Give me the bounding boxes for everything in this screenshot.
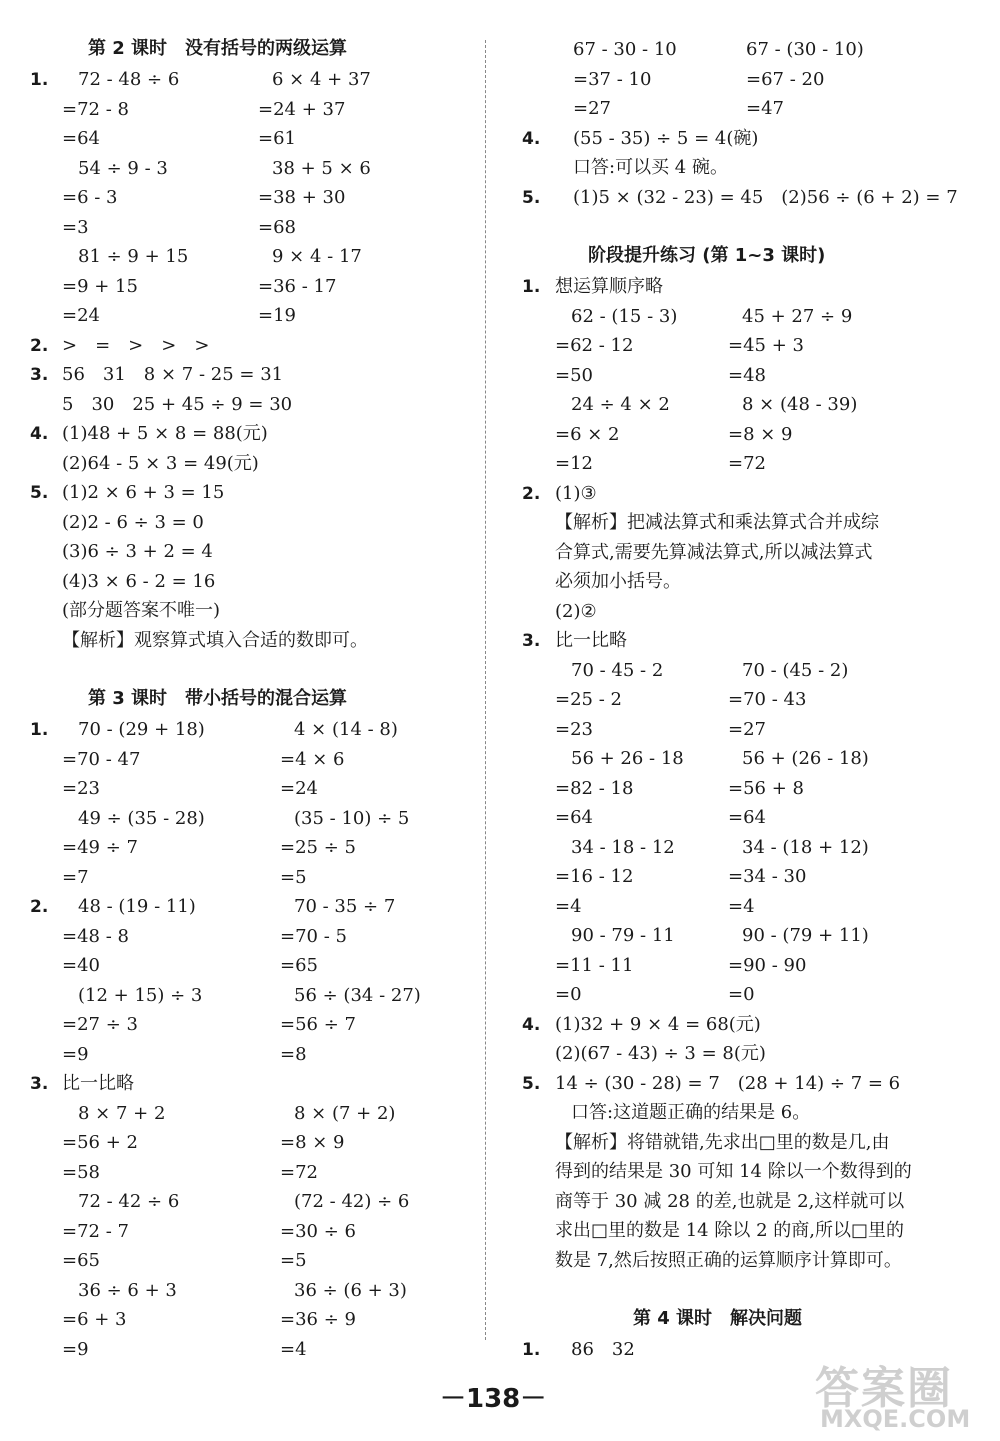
answer-step: =30 ÷ 6 — [280, 1220, 356, 1242]
answer-step: =48 — [728, 364, 766, 386]
answer-step: 比一比略 — [555, 630, 627, 651]
answer-step: 【解析】把减法算式和乘法算式合并成综 — [555, 512, 879, 533]
answer-step: =9 + 15 — [62, 275, 138, 297]
question-number: 3. — [30, 365, 49, 385]
answer-step: =58 — [62, 1161, 100, 1183]
expression: (35 - 10) ÷ 5 — [294, 807, 410, 829]
answer-step: =82 - 18 — [555, 777, 634, 799]
question-number: 4. — [522, 128, 541, 149]
expression: 90 - 79 - 11 — [571, 925, 675, 946]
answer-step: 想运算顺序略 — [555, 276, 663, 297]
answer-step: =6 × 2 — [555, 423, 620, 445]
answer-step: =67 - 20 — [746, 68, 825, 90]
question-number: 1. — [522, 277, 541, 297]
answer-step: =47 — [746, 98, 784, 119]
answer-step: =8 × 9 — [728, 423, 793, 445]
expression: 8 × 7 + 2 — [78, 1102, 166, 1124]
expression: 72 - 48 ÷ 6 — [78, 69, 180, 90]
answer-step: =45 + 3 — [728, 335, 804, 356]
expression: 70 - 35 ÷ 7 — [294, 896, 396, 917]
answer-step: =4 — [280, 1338, 307, 1360]
answer-step: =65 — [62, 1250, 100, 1271]
answer-step: =23 — [555, 718, 593, 740]
answer-step: =40 — [62, 955, 100, 976]
expression: 38 + 5 × 6 — [272, 157, 371, 179]
answer-step: =4 — [728, 895, 755, 917]
answer-step: =56 + 8 — [728, 777, 804, 799]
answer-step: =0 — [728, 984, 755, 1005]
watermark-logo: 答案圈 — [815, 1363, 953, 1414]
expression: 4 × (14 - 8) — [294, 719, 398, 740]
expression: 口答:可以买 4 碗。 — [573, 157, 728, 178]
answer-step: 5 30 25 + 45 ÷ 9 = 30 — [62, 393, 293, 415]
answer-step: =36 - 17 — [258, 275, 337, 297]
answer-step: =5 — [280, 866, 307, 888]
expression: 8 × (48 - 39) — [742, 394, 858, 415]
expression: 90 - (79 + 11) — [742, 925, 869, 946]
answer-step: (2)2 - 6 ÷ 3 = 0 — [62, 511, 204, 533]
answer-step: 得到的结果是 30 可知 14 除以一个数得到的 — [555, 1161, 912, 1182]
answer-step: =8 × 9 — [280, 1132, 345, 1153]
expression: 72 - 42 ÷ 6 — [78, 1191, 180, 1212]
answer-step: (1)32 + 9 × 4 = 68(元) — [555, 1013, 761, 1035]
answer-step: 【解析】观察算式填入合适的数即可。 — [62, 629, 368, 651]
answer-step: =50 — [555, 364, 593, 386]
answer-step: =70 - 47 — [62, 748, 141, 770]
answer-step: =6 + 3 — [62, 1309, 127, 1330]
expression: 口答:这道题正确的结果是 6。 — [571, 1102, 811, 1123]
answer-step: (3)6 ÷ 3 + 2 = 4 — [62, 541, 213, 562]
expression: 56 ÷ (34 - 27) — [294, 984, 421, 1006]
section-title: 第 2 课时 没有括号的两级运算 — [88, 38, 348, 59]
answer-step: =56 + 2 — [62, 1132, 138, 1153]
answer-step: =49 ÷ 7 — [62, 837, 138, 858]
answer-step: =16 - 12 — [555, 866, 634, 887]
expression: 54 ÷ 9 - 3 — [78, 157, 168, 179]
question-number: 5. — [522, 1073, 541, 1094]
answer-step: 56 31 8 × 7 - 25 = 31 — [62, 364, 284, 385]
expression: (12 + 15) ÷ 3 — [78, 984, 203, 1006]
question-number: 5. — [30, 483, 49, 503]
answer-step: =48 - 8 — [62, 925, 129, 947]
column-divider — [485, 40, 486, 1340]
answer-step: (1)5 × (32 - 23) = 45 (2)56 ÷ (6 + 2) = 7 — [573, 186, 958, 208]
answer-step: =61 — [258, 128, 296, 149]
answer-step: =27 — [728, 718, 766, 740]
question-number: 3. — [522, 631, 541, 651]
answer-step: 数是 7,然后按照正确的运算顺序计算即可。 — [555, 1249, 902, 1271]
answer-step: =27 ÷ 3 — [62, 1014, 138, 1035]
expression: 34 - 18 - 12 — [571, 836, 675, 858]
answer-step: > = > > > — [62, 334, 210, 356]
answer-step: =5 — [280, 1250, 307, 1271]
answer-step: 合算式,需要先算减法算式,所以减法算式 — [555, 541, 873, 563]
answer-step: =24 + 37 — [258, 98, 346, 120]
expression: 9 × 4 - 17 — [272, 246, 362, 267]
section-title: 第 4 课时 解决问题 — [633, 1308, 803, 1329]
answer-step: =72 — [728, 453, 766, 474]
answer-step: =70 - 43 — [728, 689, 807, 710]
question-number: 4. — [30, 424, 49, 444]
answer-step: =90 - 90 — [728, 954, 807, 976]
answer-step: (1)③ — [555, 482, 597, 504]
answer-step: =19 — [258, 305, 296, 326]
answer-step: =72 - 7 — [62, 1220, 129, 1242]
answer-step: =7 — [62, 866, 89, 888]
answer-step: (部分题答案不唯一) — [62, 600, 221, 621]
answer-step: =34 - 30 — [728, 866, 807, 887]
answer-step: =25 ÷ 5 — [280, 837, 356, 858]
answer-step: =64 — [555, 807, 593, 828]
page-number: －138－ — [440, 1384, 547, 1414]
expression: 67 - 30 - 10 — [573, 39, 677, 60]
answer-step: (2)② — [555, 600, 597, 622]
expression: (72 - 42) ÷ 6 — [294, 1191, 410, 1212]
answer-step: =8 — [280, 1043, 307, 1065]
answer-step: =38 + 30 — [258, 187, 346, 208]
answer-step: =6 - 3 — [62, 187, 118, 208]
watermark-url: MXQE.COM — [820, 1405, 971, 1433]
question-number: 2. — [522, 483, 541, 504]
answer-step: =25 - 2 — [555, 689, 622, 710]
expression: 8 × (7 + 2) — [294, 1102, 396, 1124]
expression: 6 × 4 + 37 — [272, 69, 371, 90]
answer-step: =3 — [62, 216, 89, 238]
expression: 70 - (45 - 2) — [742, 659, 849, 681]
expression: 81 ÷ 9 + 15 — [78, 246, 189, 267]
answer-step: (2)64 - 5 × 3 = 49(元) — [62, 452, 259, 474]
expression: 36 ÷ 6 + 3 — [78, 1279, 177, 1301]
answer-step: =4 × 6 — [280, 748, 345, 770]
answer-step: 求出□里的数是 14 除以 2 的商,所以□里的 — [555, 1220, 904, 1241]
expression: 45 + 27 ÷ 9 — [742, 305, 853, 327]
answer-step: 14 ÷ (30 - 28) = 7 (28 + 14) ÷ 7 = 6 — [555, 1072, 901, 1094]
answer-step: =9 — [62, 1338, 89, 1360]
answer-step: =70 - 5 — [280, 925, 347, 947]
answer-step: =37 - 10 — [573, 68, 652, 90]
expression: 36 ÷ (6 + 3) — [294, 1279, 407, 1301]
question-number: 3. — [30, 1074, 49, 1094]
expression: 70 - 45 - 2 — [571, 659, 664, 681]
expression: 56 + (26 - 18) — [742, 748, 869, 769]
expression: 34 - (18 + 12) — [742, 836, 869, 858]
answer-step: (1)48 + 5 × 8 = 88(元) — [62, 423, 268, 444]
answer-step: =24 — [280, 778, 318, 799]
answer-step: =64 — [62, 128, 100, 149]
answer-step: 【解析】将错就错,先求出□里的数是几,由 — [555, 1131, 890, 1153]
answer-step: 商等于 30 减 28 的差,也就是 2,这样就可以 — [555, 1190, 905, 1212]
expression: 49 ÷ (35 - 28) — [78, 807, 205, 829]
answer-step: =72 - 8 — [62, 98, 129, 120]
question-number: 1. — [522, 1340, 541, 1360]
answer-step: =36 ÷ 9 — [280, 1309, 356, 1330]
answer-step: =64 — [728, 807, 766, 828]
answer-step: =24 — [62, 305, 100, 326]
question-number: 5. — [522, 187, 541, 208]
question-number: 1. — [30, 70, 49, 90]
answer-step: =65 — [280, 955, 318, 976]
answer-step: =11 - 11 — [555, 954, 634, 976]
answer-step: (55 - 35) ÷ 5 = 4(碗) — [573, 127, 759, 149]
answer-step: =56 ÷ 7 — [280, 1014, 356, 1035]
section-title: 阶段提升练习 (第 1~3 课时) — [588, 245, 826, 266]
section-title: 第 3 课时 带小括号的混合运算 — [88, 688, 348, 709]
answer-step: =62 - 12 — [555, 335, 634, 356]
expression: 24 ÷ 4 × 2 — [571, 394, 670, 415]
answer-step: =0 — [555, 984, 582, 1005]
answer-step: =12 — [555, 453, 593, 474]
expression: 70 - (29 + 18) — [78, 719, 205, 740]
answer-step: =72 — [280, 1161, 318, 1183]
expression: 86 32 — [571, 1339, 635, 1360]
answer-step: 比一比略 — [62, 1073, 134, 1094]
question-number: 4. — [522, 1014, 541, 1035]
expression: 67 - (30 - 10) — [746, 39, 864, 60]
answer-step: (1)2 × 6 + 3 = 15 — [62, 482, 225, 503]
expression: 48 - (19 - 11) — [78, 896, 196, 917]
expression: 62 - (15 - 3) — [571, 305, 678, 327]
question-number: 2. — [30, 335, 49, 356]
answer-step: (4)3 × 6 - 2 = 16 — [62, 570, 216, 592]
answer-step: =68 — [258, 216, 296, 238]
answer-step: =23 — [62, 778, 100, 799]
answer-step: =9 — [62, 1043, 89, 1065]
answer-step: =4 — [555, 895, 582, 917]
question-number: 2. — [30, 897, 49, 917]
answer-step: =27 — [573, 98, 611, 119]
question-number: 1. — [30, 720, 49, 740]
expression: 56 + 26 - 18 — [571, 748, 684, 769]
answer-step: 必须加小括号。 — [555, 571, 681, 592]
answer-step: (2)(67 - 43) ÷ 3 = 8(元) — [555, 1043, 766, 1064]
